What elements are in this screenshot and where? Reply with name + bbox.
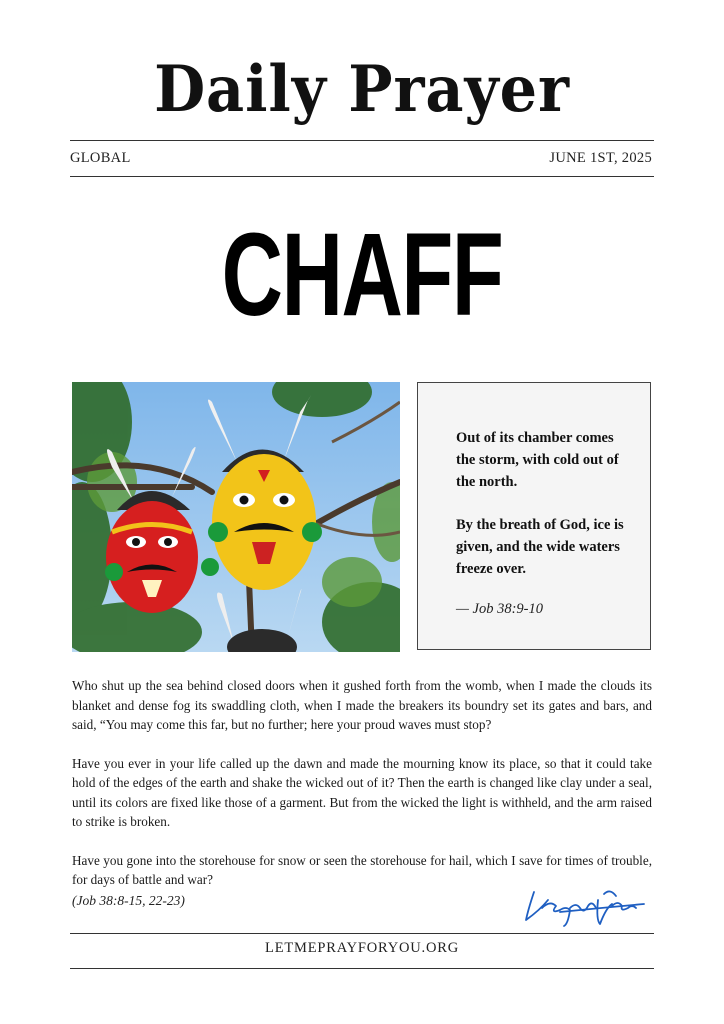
body-paragraph: Who shut up the sea behind closed doors when it gushed forth from the womb, when I made the clouds its blanket and dense fog its swaddling cloth, when I made the breakers its boundry set its gates and bars, and said, “You may come this far, but no further; here your proud waves must stop? bbox=[72, 678, 652, 732]
body-paragraph: Have you ever in your life called up the dawn and made the mourning know its place, so that it could take hold of the edges of the earth and shake the wicked out of it? Then the earth is changed like clay under a seal, until its colors are fixed like those of a garment. But from the wicked the light is withheld, and the arm raised to strike is broken. bbox=[72, 755, 652, 829]
quote-paragraph: Out of its chamber comes the storm, with cold out of the north. bbox=[456, 430, 619, 490]
top-divider bbox=[70, 140, 654, 141]
scripture-citation: (Job 38:8-15, 22-23) bbox=[72, 893, 185, 908]
footer-bottom-divider bbox=[70, 968, 654, 969]
footer-website-link[interactable]: LETMEPRAYFORYOU.ORG bbox=[265, 940, 459, 956]
issue-date: JUNE 1ST, 2025 bbox=[549, 150, 652, 166]
quote-paragraph: By the breath of God, ice is given, and the wide waters freeze over. bbox=[456, 517, 624, 577]
masks-photo bbox=[72, 382, 400, 652]
scripture-quote-box bbox=[417, 382, 651, 650]
quote-reference: — Job 38:9-10 bbox=[456, 601, 543, 617]
body-paragraph: Have you gone into the storehouse for snow or seen the storehouse for hail, which I save for times of trouble, for days of battle and war? bbox=[72, 852, 652, 887]
masthead-title: Daily Prayer bbox=[154, 52, 570, 127]
headline: CHAFF bbox=[221, 209, 503, 341]
region-label: GLOBAL bbox=[70, 150, 131, 166]
body-text bbox=[72, 676, 652, 909]
signature-icon bbox=[520, 880, 650, 930]
footer-top-divider bbox=[70, 933, 654, 934]
quote-text bbox=[456, 427, 636, 601]
meta-divider bbox=[70, 176, 654, 177]
